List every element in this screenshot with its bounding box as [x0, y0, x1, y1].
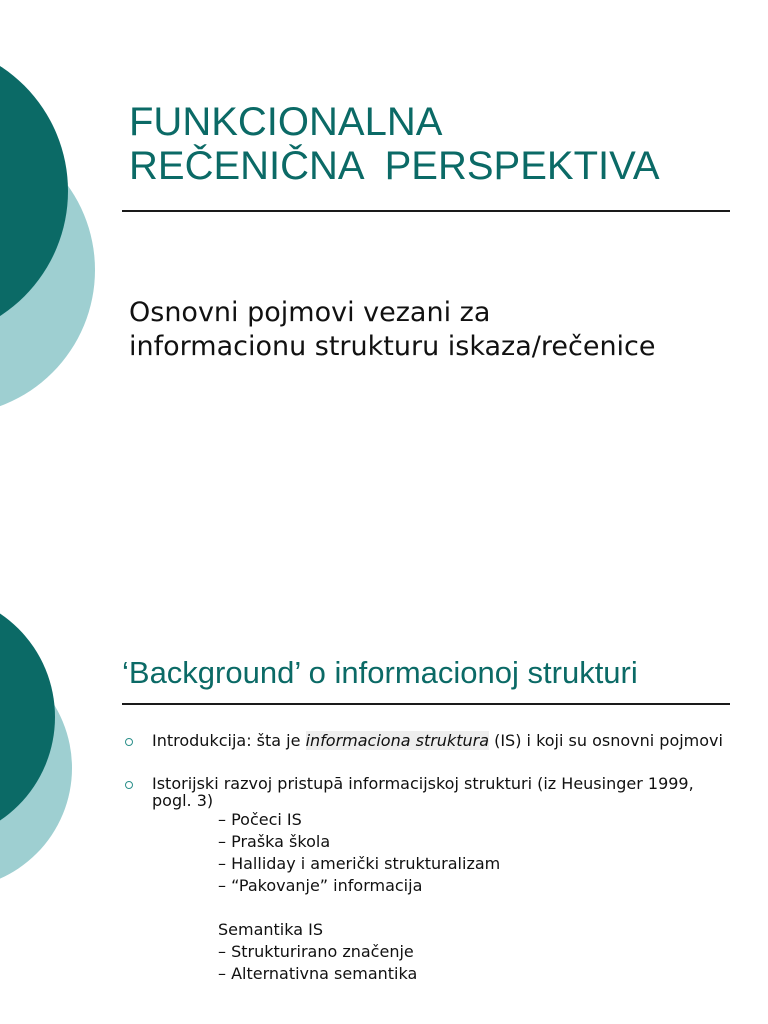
bullet-text: (IS) i koji su osnovni pojmovi [489, 731, 723, 750]
bullet-list [122, 732, 732, 1011]
sub-list [170, 941, 732, 985]
sub-list-item: – Praška škola [218, 832, 331, 851]
hollow-circle-bullet-icon [125, 738, 133, 746]
subtitle-line: informacionu strukturu iskaza/rečenice [129, 331, 656, 362]
title-divider [122, 210, 730, 212]
bullet-text: Introdukcija: šta je [152, 731, 306, 750]
sub-list-item: – Halliday i američki strukturalizam [218, 854, 501, 873]
list-item [122, 732, 732, 749]
hollow-circle-bullet-icon [125, 781, 133, 789]
sub-list-item: – Počeci IS [218, 810, 302, 829]
slide-title-heading [129, 100, 660, 188]
title-line: FUNKCIONALNA [129, 100, 443, 144]
slide-subtitle [129, 296, 656, 364]
sub-heading: Semantika IS [218, 920, 323, 939]
list-item [122, 775, 732, 985]
bullet-text: Istorijski razvoj pristupā informacijskoj strukturi (iz Heusinger 1999, pogl. 3) [152, 774, 694, 810]
sub-list-item: – “Pakovanje” informacija [218, 876, 423, 895]
heading-divider [122, 703, 730, 705]
bullet-emphasis: informaciona struktura [305, 731, 489, 750]
subtitle-line: Osnovni pojmovi vezani za [129, 297, 491, 328]
slide-heading: ‘Background’ o informacionoj strukturi [122, 655, 638, 690]
slide-background [0, 512, 768, 1024]
title-line: REČENIČNA PERSPEKTIVA [129, 144, 660, 188]
sub-list-item: – Strukturirano značenje [218, 942, 414, 961]
sub-list [170, 809, 732, 897]
sub-list-item: – Alternativna semantika [218, 964, 418, 983]
